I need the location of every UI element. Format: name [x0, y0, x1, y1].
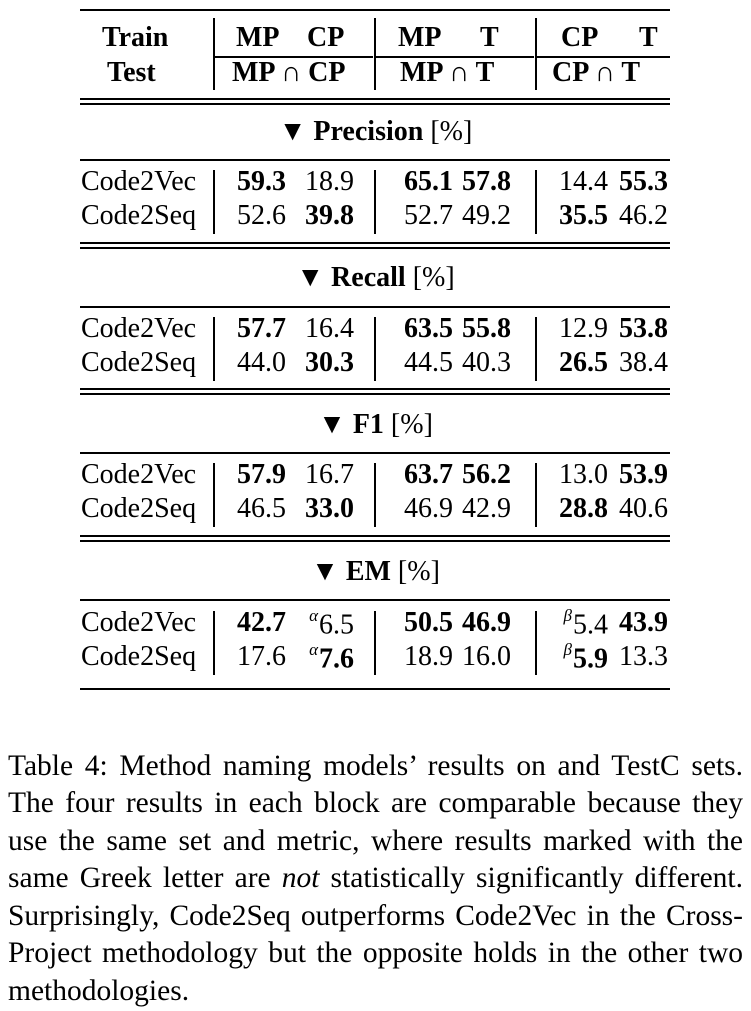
- table-cell: [612, 168, 668, 196]
- section-unit: [%]: [390, 409, 433, 440]
- table-cell: [397, 609, 453, 637]
- table-cell: [298, 202, 354, 230]
- cell-value: 13.0: [559, 459, 608, 490]
- table-cell: [552, 349, 608, 377]
- table-cell: [455, 315, 511, 343]
- group2-train-b: T: [480, 22, 499, 53]
- table-cell: [552, 168, 608, 196]
- header-midrule-1: [215, 56, 373, 58]
- body-vline: [535, 317, 537, 381]
- section-unit: [%]: [412, 262, 455, 293]
- header-midrule-3: [537, 56, 670, 58]
- cell-value: 16.0: [462, 641, 511, 672]
- table-caption: [8, 748, 743, 1011]
- cell-value: 46.9: [462, 607, 511, 638]
- cell-value: 14.4: [559, 166, 608, 197]
- table-cell: [455, 643, 511, 671]
- cell-value: 26.5: [559, 347, 608, 378]
- table-cell: [230, 461, 286, 489]
- body-vline: [374, 170, 376, 234]
- table-cell: [455, 609, 511, 637]
- section-precision-rule: [80, 159, 670, 161]
- group1-test: MP ∩ CP: [232, 57, 346, 88]
- table-cell: [298, 349, 354, 377]
- cell-value: 53.8: [619, 313, 668, 344]
- body-vline: [535, 611, 537, 675]
- cell-value: 52.6: [237, 200, 286, 231]
- table-top-rule: [80, 9, 670, 11]
- cell-value: 18.9: [404, 641, 453, 672]
- group3-test: CP ∩ T: [552, 57, 641, 88]
- group3-train-b: T: [639, 22, 658, 53]
- group2-train-a: MP: [398, 22, 442, 53]
- train-label: Train: [102, 22, 169, 53]
- model-name: Code2Seq: [81, 200, 197, 231]
- table-cell: [298, 168, 354, 196]
- cell-value: 53.9: [619, 459, 668, 490]
- cell-value: 57.9: [237, 459, 286, 490]
- cell-value: 16.4: [305, 313, 354, 344]
- cell-value: 17.6: [237, 641, 286, 672]
- significance-marker: β: [563, 606, 572, 625]
- table-cell: [298, 315, 354, 343]
- group3-train-a: CP: [561, 22, 599, 53]
- table-cell: [230, 495, 286, 523]
- cell-value: 30.3: [305, 347, 354, 378]
- table-cell: [552, 315, 608, 343]
- table-cell: [612, 643, 668, 671]
- section-recall-title: [0, 264, 751, 292]
- test-label: Test: [107, 57, 156, 88]
- section-metric: EM: [345, 556, 391, 587]
- table-cell: [455, 202, 511, 230]
- header-double-rule-top: [80, 98, 670, 100]
- model-name: Code2Vec: [81, 166, 197, 197]
- table-cell: [397, 202, 453, 230]
- section-marker: ▼: [278, 116, 307, 147]
- table-cell: [552, 606, 608, 641]
- group1-train-a: MP: [236, 22, 280, 53]
- cell-value: 50.5: [404, 607, 453, 638]
- cell-value: 46.5: [237, 493, 286, 524]
- significance-marker: α: [309, 640, 318, 659]
- cell-value: 42.9: [462, 493, 511, 524]
- body-vline: [213, 170, 215, 234]
- cell-value: 7.6: [319, 643, 354, 675]
- header-midrule-2: [376, 56, 534, 58]
- table-cell: [612, 202, 668, 230]
- body-vline: [374, 317, 376, 381]
- cell-value: 44.0: [237, 347, 286, 378]
- model-name: Code2Seq: [81, 641, 197, 672]
- table-cell: [298, 495, 354, 523]
- significance-marker: α: [309, 606, 318, 625]
- body-vline: [535, 170, 537, 234]
- cell-value: 57.7: [237, 313, 286, 344]
- cell-value: 63.7: [404, 459, 453, 490]
- cell-value: 65.1: [404, 166, 453, 197]
- section-marker: ▼: [311, 556, 339, 587]
- cell-value: 33.0: [305, 493, 354, 524]
- caption-text-1: Table 4: Method naming models’ results on and TestC sets. The four results in each block are comparable because they use the same set and metric, where results marked with the same Greek letter are: [8, 749, 743, 895]
- section-f1-rule: [80, 452, 670, 454]
- section-recall-rule: [80, 306, 670, 308]
- section-recall-double-bottom: [80, 247, 670, 249]
- cell-value: 35.5: [559, 200, 608, 231]
- table-cell: [612, 349, 668, 377]
- caption-emphasis: not: [281, 862, 320, 895]
- cell-value: 39.8: [305, 200, 354, 231]
- body-vline: [374, 611, 376, 675]
- cell-value: 46.9: [404, 493, 453, 524]
- section-precision-title: [0, 118, 751, 146]
- cell-value: 55.8: [462, 313, 511, 344]
- cell-value: 44.5: [404, 347, 453, 378]
- section-f1-double-bottom: [80, 393, 670, 395]
- table-cell: [455, 349, 511, 377]
- cell-value: 40.6: [619, 493, 668, 524]
- model-name: Code2Vec: [81, 459, 197, 490]
- table-cell: [455, 461, 511, 489]
- table-cell: [230, 349, 286, 377]
- section-em-title: [0, 558, 751, 586]
- table-cell: [612, 495, 668, 523]
- cell-value: 52.7: [404, 200, 453, 231]
- table-cell: [230, 168, 286, 196]
- section-em-rule: [80, 599, 670, 601]
- table-cell: [397, 495, 453, 523]
- header-vline-1: [213, 18, 215, 90]
- cell-value: 56.2: [462, 459, 511, 490]
- model-name: Code2Seq: [81, 347, 197, 378]
- cell-value: 63.5: [404, 313, 453, 344]
- section-f1-title: [0, 411, 751, 439]
- cell-value: 46.2: [619, 200, 668, 231]
- table-cell: [552, 495, 608, 523]
- model-name: Code2Seq: [81, 493, 197, 524]
- section-unit: [%]: [397, 556, 440, 587]
- section-metric: Precision: [313, 116, 424, 147]
- table-cell: [298, 461, 354, 489]
- body-vline: [374, 463, 376, 527]
- section-metric: Recall: [331, 262, 406, 293]
- group1-train-b: CP: [307, 22, 345, 53]
- cell-value: 42.7: [237, 607, 286, 638]
- cell-value: 18.9: [305, 166, 354, 197]
- cell-value: 57.8: [462, 166, 511, 197]
- table-cell: [552, 461, 608, 489]
- section-em-double-bottom: [80, 540, 670, 542]
- table-cell: [612, 315, 668, 343]
- table-cell: [397, 349, 453, 377]
- significance-marker: β: [563, 640, 572, 659]
- table-cell: [230, 315, 286, 343]
- cell-value: 59.3: [237, 166, 286, 197]
- cell-value: 6.5: [319, 609, 354, 641]
- model-name: Code2Vec: [81, 607, 197, 638]
- cell-value: 12.9: [559, 313, 608, 344]
- header-double-rule-bottom: [80, 103, 670, 105]
- body-vline: [213, 317, 215, 381]
- group2-test: MP ∩ T: [400, 57, 495, 88]
- section-marker: ▼: [296, 262, 325, 293]
- caption-text-2: statistically significantly different. Surprisingly, Code2Seq outperforms Code2Vec in the Cross-Project methodology but the opposite holds in the other two methodologies.: [8, 862, 743, 1008]
- table-bottom-rule: [80, 688, 670, 690]
- table-cell: [230, 643, 286, 671]
- cell-value: 16.7: [305, 459, 354, 490]
- header-vline-2: [374, 18, 376, 90]
- table-cell: [455, 495, 511, 523]
- cell-value: 5.9: [573, 643, 608, 675]
- table-cell: [552, 202, 608, 230]
- section-marker: ▼: [318, 409, 346, 440]
- cell-value: 28.8: [559, 493, 608, 524]
- cell-value: 5.4: [573, 609, 608, 641]
- body-vline: [535, 463, 537, 527]
- section-recall-double-top: [80, 242, 670, 244]
- cell-value: 43.9: [619, 607, 668, 638]
- table-cell: [612, 461, 668, 489]
- cell-value: 40.3: [462, 347, 511, 378]
- header-vline-3: [535, 18, 537, 90]
- cell-value: 13.3: [619, 641, 668, 672]
- section-metric: F1: [352, 409, 384, 440]
- table-cell: [298, 606, 354, 641]
- table-cell: [397, 643, 453, 671]
- section-f1-double-top: [80, 388, 670, 390]
- section-unit: [%]: [430, 116, 473, 147]
- cell-value: 38.4: [619, 347, 668, 378]
- table-cell: [397, 315, 453, 343]
- cell-value: 49.2: [462, 200, 511, 231]
- table-cell: [397, 461, 453, 489]
- body-vline: [213, 611, 215, 675]
- table-cell: [455, 168, 511, 196]
- table-cell: [397, 168, 453, 196]
- body-vline: [213, 463, 215, 527]
- table-cell: [552, 640, 608, 675]
- table-cell: [298, 640, 354, 675]
- table-cell: [612, 609, 668, 637]
- section-em-double-top: [80, 535, 670, 537]
- model-name: Code2Vec: [81, 313, 197, 344]
- cell-value: 55.3: [619, 166, 668, 197]
- table-cell: [230, 202, 286, 230]
- table-cell: [230, 609, 286, 637]
